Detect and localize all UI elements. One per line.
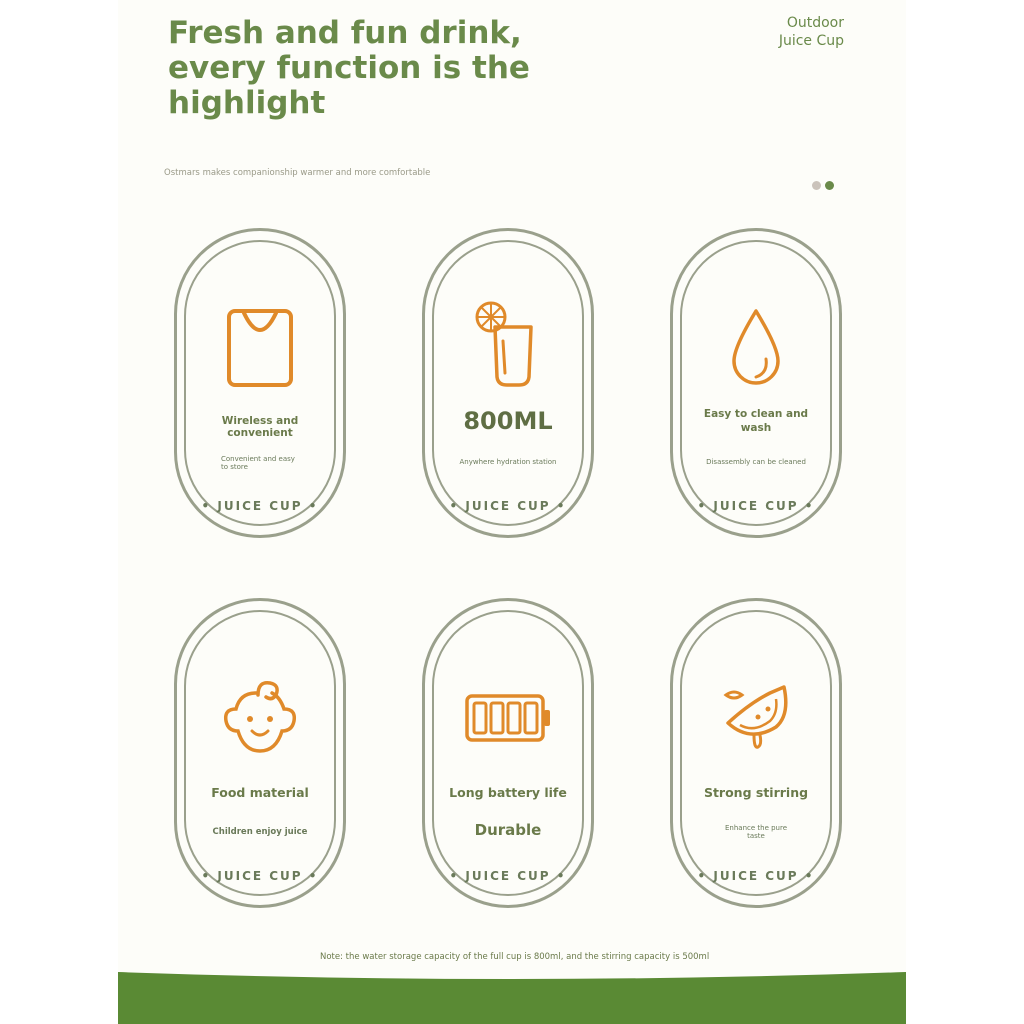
card-title: 800ML [463, 407, 553, 435]
feature-card [422, 598, 594, 908]
card-description: Disassembly can be cleaned [706, 458, 806, 466]
pagination-dots [812, 175, 838, 194]
card-inner-border [680, 610, 832, 896]
feature-card [670, 598, 842, 908]
headline-line: highlight [168, 85, 326, 121]
page-dot-active [825, 181, 834, 190]
card-description: Convenient and easy to store [221, 455, 295, 471]
card-description: Children enjoy juice [212, 827, 308, 837]
card-badge: • JUICE CUP • [449, 499, 567, 513]
card-description: Durable [474, 821, 542, 839]
card-description: Anywhere hydration station [459, 458, 557, 466]
battery-icon [464, 693, 552, 743]
card-badge: • JUICE CUP • [201, 499, 319, 513]
card-title: Easy to clean and wash [703, 408, 809, 434]
tag-line: Juice Cup [778, 33, 844, 49]
page-dot [812, 181, 821, 190]
subtitle: Ostmars makes companionship warmer and more comfortable [164, 168, 431, 178]
juice-glass-icon [473, 297, 543, 391]
footer-wave [118, 960, 906, 1024]
headline-line: every function is the [168, 50, 530, 86]
card-badge: • JUICE CUP • [201, 869, 319, 883]
card-badge: • JUICE CUP • [697, 869, 815, 883]
water-drop-icon [728, 307, 784, 389]
card-title: Long battery life [449, 785, 567, 800]
baby-face-icon [218, 677, 302, 761]
card-title: Strong stirring [703, 785, 809, 800]
headline [168, 16, 530, 121]
card-badge: • JUICE CUP • [449, 869, 567, 883]
feature-card [670, 228, 842, 538]
card-inner-border [432, 610, 584, 896]
feature-card [174, 228, 346, 538]
fruit-slice-icon [720, 683, 792, 753]
card-description: Enhance the pure taste [724, 824, 788, 840]
shopping-bag-icon [224, 307, 296, 389]
capacity-note: Note: the water storage capacity of the full cup is 800ml, and the stirring capacity is 500ml [320, 952, 710, 962]
feature-card [422, 228, 594, 538]
card-badge: • JUICE CUP • [697, 499, 815, 513]
headline-line: Fresh and fun drink, [168, 15, 522, 51]
product-tag [779, 14, 844, 50]
feature-card [174, 598, 346, 908]
card-title: Food material [211, 785, 309, 800]
tag-line: Outdoor [786, 15, 844, 31]
card-title: Wireless and convenient [221, 415, 299, 439]
